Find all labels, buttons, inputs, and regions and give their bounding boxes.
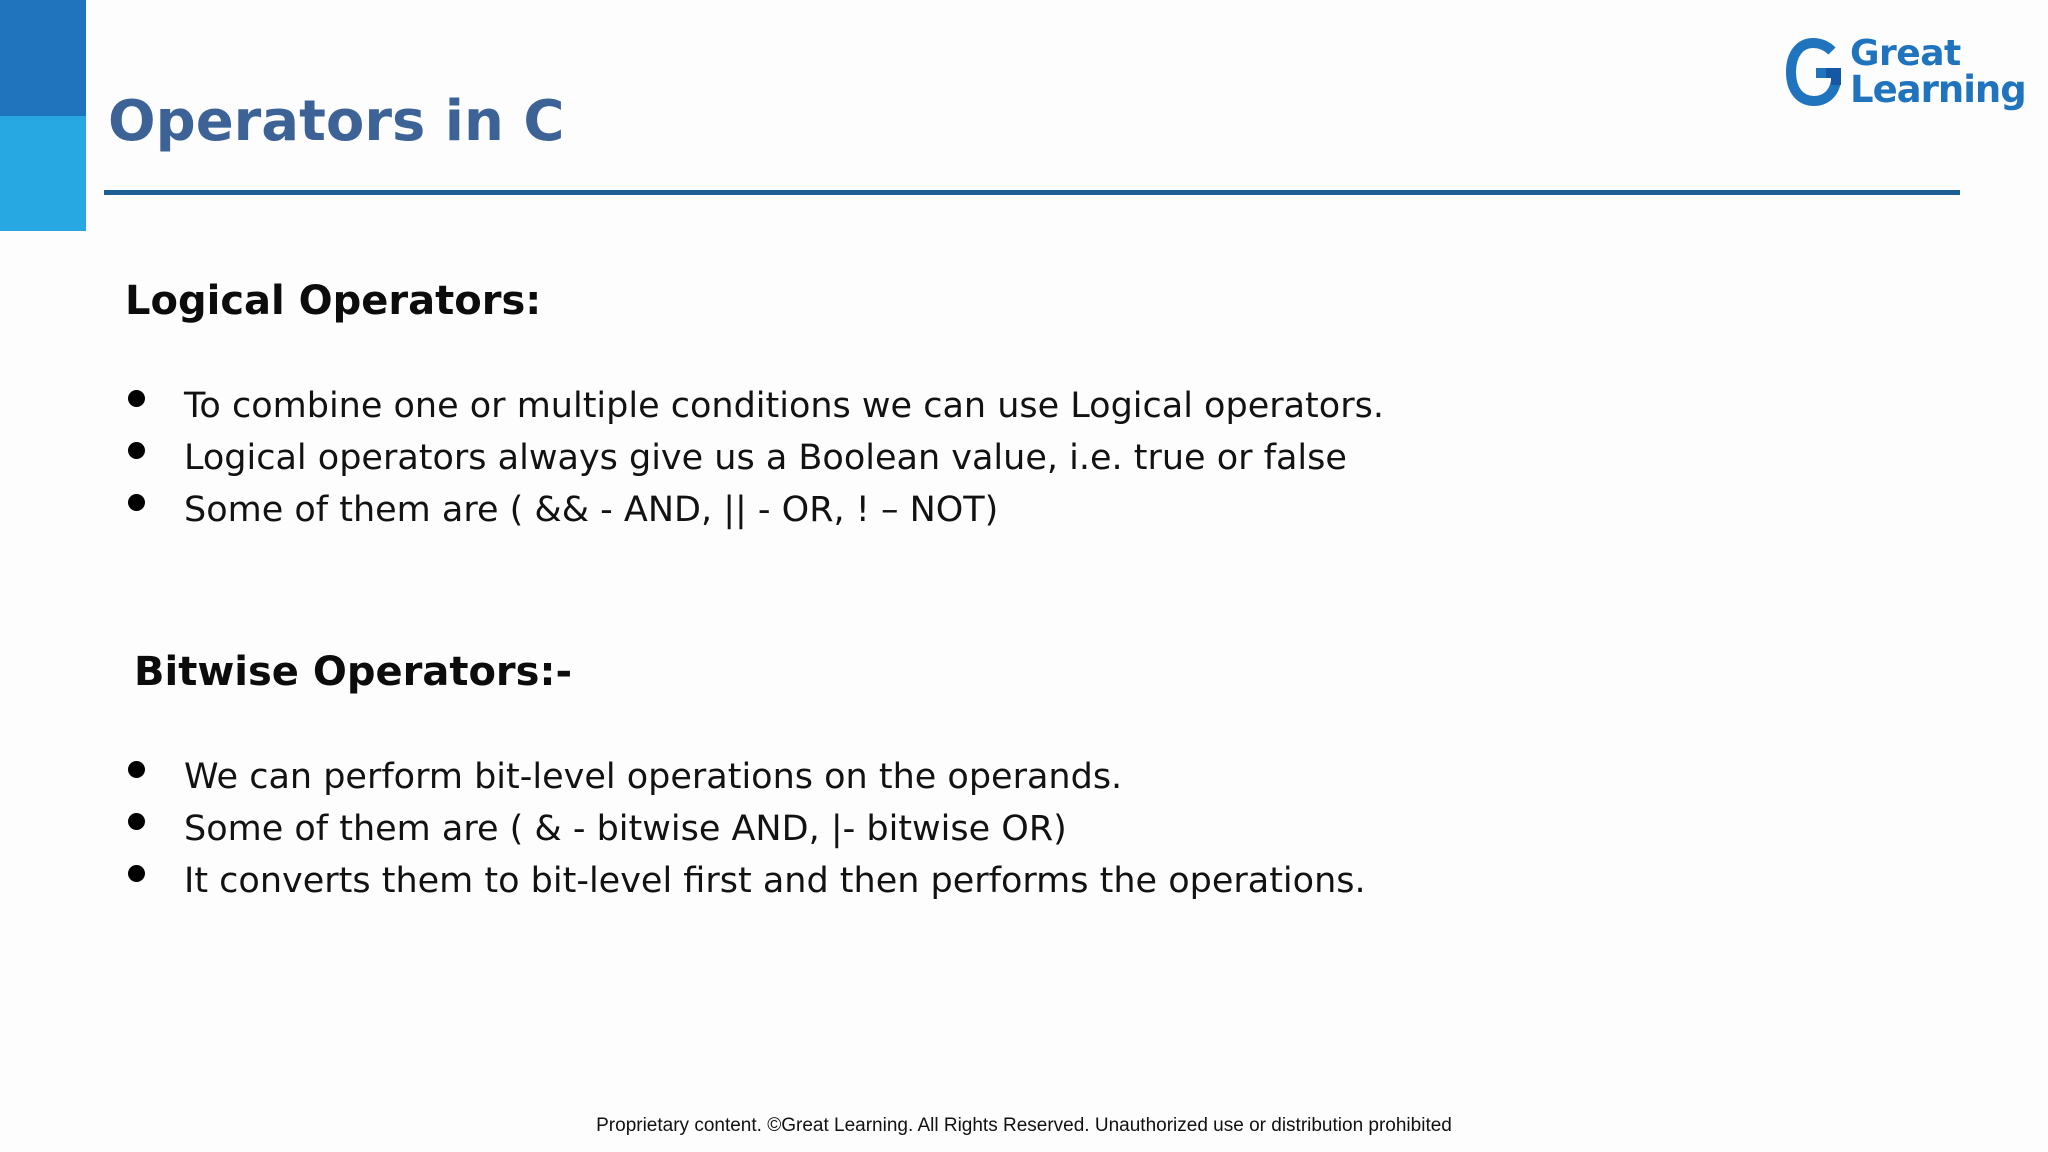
bullet-icon (128, 494, 145, 511)
slide-title: Operators in C (108, 89, 565, 154)
great-learning-logo (1786, 33, 2026, 111)
list-item (124, 484, 1384, 536)
title-divider (104, 190, 1960, 195)
list-item (124, 380, 1384, 432)
logo-text-great: Great (1850, 33, 1961, 74)
accent-bar-dark (0, 0, 86, 116)
bitwise-operators-heading: Bitwise Operators:- (134, 649, 573, 695)
bullet-icon (128, 761, 145, 778)
list-item-text: It converts them to bit-level first and then performs the operations. (184, 861, 1366, 901)
copyright-footer: Proprietary content. ©Great Learning. All Rights Reserved. Unauthorized use or distribution prohibited (596, 1115, 1452, 1136)
bitwise-operators-list (124, 751, 1366, 907)
logo-text-learning: Learning (1850, 68, 2026, 111)
bullet-icon (128, 813, 145, 830)
bullet-icon (128, 442, 145, 459)
list-item-text: Logical operators always give us a Boolean value, i.e. true or false (184, 438, 1347, 478)
list-item (124, 751, 1366, 803)
list-item-text: Some of them are ( & - bitwise AND, |- bitwise OR) (184, 809, 1067, 849)
list-item-text: We can perform bit-level operations on the operands. (184, 757, 1123, 797)
logical-operators-heading: Logical Operators: (125, 278, 542, 324)
list-item (124, 432, 1384, 484)
list-item-text: To combine one or multiple conditions we can use Logical operators. (184, 386, 1384, 426)
list-item (124, 855, 1366, 907)
bullet-icon (128, 390, 145, 407)
logical-operators-list (124, 380, 1384, 536)
great-learning-g-icon (1786, 37, 1842, 107)
accent-bar-light (0, 116, 86, 231)
list-item-text: Some of them are ( && - AND, || - OR, ! – NOT) (184, 490, 999, 530)
list-item (124, 803, 1366, 855)
bullet-icon (128, 865, 145, 882)
